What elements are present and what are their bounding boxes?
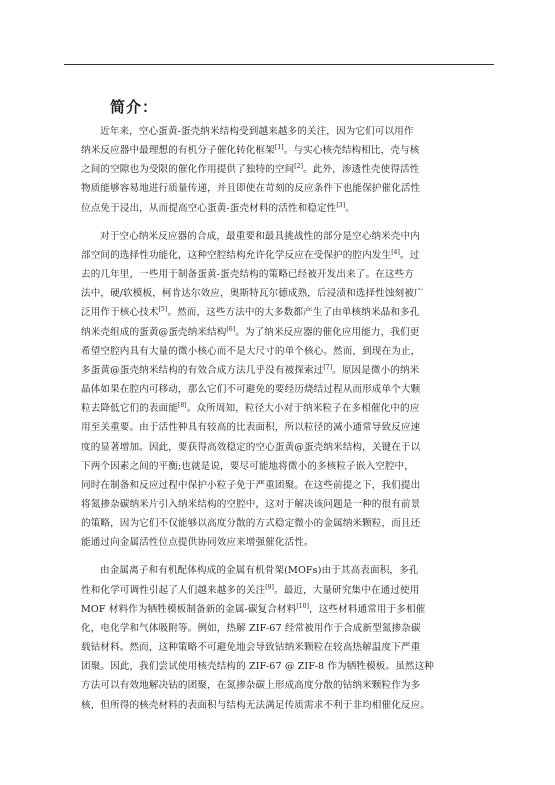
text-line bbox=[81, 696, 474, 715]
line-text: 性和化学可调性引起了人们越来越多的关注 bbox=[81, 584, 266, 596]
line-text: 纳米壳组成的蛋黄@蛋壳纳米结构 bbox=[81, 326, 227, 338]
line-text: 部空间的选择性功能化，这种空腔结构允许化学反应在受保护的腔内发生 bbox=[81, 249, 392, 261]
text-line bbox=[81, 457, 474, 476]
text-line bbox=[81, 638, 474, 657]
citation-marker: [9] bbox=[265, 583, 274, 591]
line-text: 载钴材料。然而，这种策略不可避免地会导致钴纳米颗粒在较高热解温度下严重 bbox=[81, 642, 421, 654]
text-line bbox=[81, 514, 474, 533]
line-text: 希望空腔内具有大量的微小核心而不是大尺寸的单个核心。然而，到现在为止， bbox=[81, 345, 421, 357]
text-line bbox=[81, 533, 474, 552]
text-line bbox=[81, 160, 474, 179]
text-line bbox=[81, 476, 474, 495]
paragraph bbox=[81, 122, 474, 218]
line-text: 粒去降低它们的表面能 bbox=[81, 403, 178, 415]
line-text: 近年来，空心蛋黄-蛋壳纳米结构受到越来越多的关注，因为它们可以用作 bbox=[100, 126, 414, 137]
line-text: 法中，硬/软模板，柯肯达尔效应，奥斯特瓦尔德成熟，后浸渍和选择性蚀刻被广 bbox=[81, 288, 424, 300]
section-heading: 简介： bbox=[110, 98, 159, 116]
text-line bbox=[81, 657, 474, 676]
line-text: 。 bbox=[345, 202, 355, 214]
text-line bbox=[81, 380, 474, 399]
line-text: 纳米反应器中最理想的有机分子催化转化框架 bbox=[81, 145, 275, 157]
line-text: 。与实心核壳结构相比，壳与核 bbox=[283, 145, 420, 157]
line-text: 将氮掺杂碳纳米片引入纳米结构的空腔中，这对于解决该问题是一种的很有前景 bbox=[81, 498, 421, 510]
text-line bbox=[81, 179, 474, 198]
text-line bbox=[81, 141, 474, 160]
line-text: 方法可以有效地解决钴的团聚，在氮掺杂碳上形成高度分散的钴纳米颗粒作为多 bbox=[81, 680, 421, 692]
line-text: 去的几年里，一些用于制备蛋黄-蛋壳结构的策略已经被开发出来了。在这些方 bbox=[81, 269, 414, 281]
text-line bbox=[81, 361, 474, 380]
text-line bbox=[81, 438, 474, 457]
text-line bbox=[81, 619, 474, 638]
citation-marker: [5] bbox=[158, 306, 168, 314]
paragraph bbox=[81, 227, 474, 553]
citation-marker: [6] bbox=[226, 325, 236, 333]
text-line bbox=[81, 581, 474, 600]
text-line bbox=[81, 246, 474, 265]
text-line bbox=[81, 265, 474, 284]
text-line bbox=[81, 676, 474, 695]
line-text: 之间的空隙也为受限的催化作用提供了独特的空间 bbox=[81, 164, 295, 176]
citation-marker: [3] bbox=[336, 201, 346, 209]
line-text: 团聚。因此，我们尝试使用核壳结构的 ZIF-67 @ ZIF-8 作为牺牲模板。虽然这种 bbox=[81, 661, 434, 673]
paragraph bbox=[81, 561, 474, 714]
body-text bbox=[81, 122, 474, 724]
line-text: 多蛋黄@蛋壳纳米结构的有效合成方法几乎没有被探索过 bbox=[81, 364, 324, 376]
line-text: 。众所周知，粒径大小对于纳米粒子在多相催化中的应 bbox=[186, 403, 420, 415]
citation-marker: [7] bbox=[323, 363, 333, 371]
line-text: 由金属离子和有机配体构成的金属有机骨架(MOFs)由于其高表面积，多孔 bbox=[100, 565, 419, 577]
line-text: 下两个因素之间的平衡;也就是说，要尽可能地将微小的多核粒子嵌入空腔中， bbox=[81, 460, 414, 472]
line-text: ，这些材料通常用于多相催 bbox=[309, 603, 426, 615]
line-text: 。原因是微小的纳米 bbox=[332, 364, 420, 376]
line-text: 。过 bbox=[400, 249, 420, 261]
line-text: 。然而，这些方法中的大多数都产生了由单核纳米晶和多孔 bbox=[167, 307, 420, 319]
text-line bbox=[81, 561, 474, 580]
text-line bbox=[81, 342, 474, 361]
line-text: 位点免于浸出，从而提高空心蛋黄-蛋壳材料的活性和稳定性 bbox=[81, 202, 337, 214]
line-text: 物质能够容易地进行质量传递，并且即使在苛刻的反应条件下也能保护催化活性 bbox=[81, 183, 421, 195]
line-text: 用至关重要。由于活性种具有较高的比表面积，所以粒径的减小通常导致反应速 bbox=[81, 422, 421, 434]
line-text: 能通过向金属活性位点提供协同效应来增强催化活性。 bbox=[81, 537, 314, 549]
citation-marker: [1] bbox=[274, 143, 284, 151]
text-line bbox=[81, 199, 474, 218]
line-text: 化，电化学和气体吸附等。例如，热解 ZIF-67 经常被用作于合成新型氮掺杂碳 bbox=[81, 622, 421, 634]
text-line bbox=[81, 323, 474, 342]
citation-marker: [2] bbox=[294, 163, 304, 171]
text-line bbox=[81, 418, 474, 437]
text-line bbox=[81, 600, 474, 619]
text-line bbox=[81, 284, 474, 303]
text-line bbox=[81, 495, 474, 514]
text-line bbox=[81, 227, 474, 246]
line-text: 。此外，渗透性壳使得活性 bbox=[303, 164, 420, 176]
line-text: 对于空心纳米反应器的合成，最重要和最具挑战性的部分是空心纳米壳中内 bbox=[100, 230, 420, 242]
citation-marker: [4] bbox=[391, 248, 401, 256]
line-text: MOF 材料作为牺牲模板制备新的金属-碳复合材料 bbox=[81, 603, 297, 615]
line-text: 泛用作于核心技术 bbox=[81, 307, 159, 319]
line-text: 晶体如果在腔内可移动，那么它们不可避免的要经历烧结过程从而形成单个大颗 bbox=[81, 384, 421, 396]
line-text: 。为了纳米反应器的催化应用能力，我们更 bbox=[235, 326, 420, 338]
line-text: 同时在制备和反应过程中保护小粒子免于严重团聚。在这些前提之下，我们提出 bbox=[81, 479, 421, 491]
line-text: 的策略，因为它们不仅能够以高度分散的方式稳定微小的金属纳米颗粒，而且还 bbox=[81, 518, 421, 530]
line-text: 度的显著增加。因此，要获得高效稳定的空心蛋黄@蛋壳纳米结构，关键在于以 bbox=[81, 441, 421, 453]
header-rule bbox=[64, 64, 494, 65]
line-text: 核，但所得的核壳材料的表面积与结构无法满足传质需求不利于非均相催化反应。 bbox=[81, 699, 430, 711]
citation-marker: [8] bbox=[177, 402, 187, 409]
citation-marker: [10] bbox=[296, 602, 310, 610]
line-text: 。最近，大量研究集中在通过使用 bbox=[274, 584, 420, 596]
text-line bbox=[81, 399, 474, 418]
text-line bbox=[81, 122, 474, 141]
text-line bbox=[81, 303, 474, 322]
